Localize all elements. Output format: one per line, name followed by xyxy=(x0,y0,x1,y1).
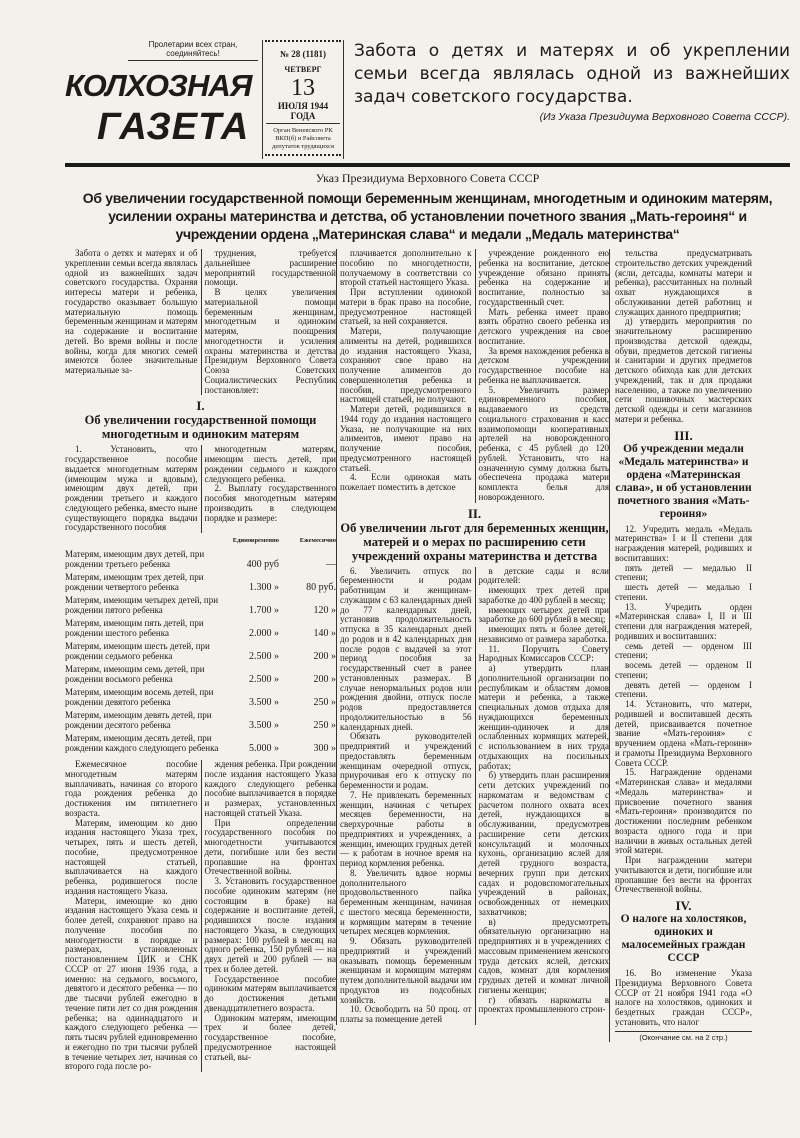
paragraph: Одиноким матерям, имеющим трех и более детей, государственное пособие, предусмотренное настоящей статьей, вы- xyxy=(204,1012,336,1062)
paragraph: шесть детей — медалью I степени. xyxy=(615,582,752,602)
table-header-once: Единовременно xyxy=(232,537,279,544)
paragraph: 14. Установить, что матери, родившей и воспитавшей десять детей, присваивается почетное звание «Мать-героиня» с вручением ордена «Мать-героиня» и грамоты Президиума Верховного Совета СССР. xyxy=(615,699,752,768)
paragraph: Мать ребенка имеет право взять обратно своего ребенка из детского учреждения на свое воспитание. xyxy=(478,306,609,346)
column-3-top xyxy=(340,249,475,503)
article-body xyxy=(65,249,752,1072)
row-label: Матерям, имеющим семь детей, при рождении восьмого ребенка xyxy=(65,664,205,685)
paragraph: г) обязать наркоматы в проектах промышленного строи- xyxy=(478,994,609,1015)
newspaper-logo-line2: ГАЗЕТА xyxy=(97,106,250,148)
logo-area xyxy=(65,40,262,149)
ornament-divider xyxy=(265,154,341,157)
column-2-intro xyxy=(201,249,337,395)
column-4-top xyxy=(475,249,610,503)
paragraph: а) утвердить план дополнительной организации по республикам и областям домов матери и ребенка, а также специальных домов отдыха для нуждающихся беременных женщин-одиночек и для ослабленных кормящих матерей, с использованием в них труда отдыхающих на посильных работах; xyxy=(478,663,609,771)
one-time-amount: 3.500 » xyxy=(249,720,279,732)
section-2-heading xyxy=(340,507,609,563)
one-time-amount: 2.000 » xyxy=(249,628,279,640)
paragraph: пять детей — медалью II степени; xyxy=(615,562,752,583)
row-label: Матерям, имеющим пять детей, при рождении шестого ребенка xyxy=(65,618,204,639)
one-time-amount: 1.700 » xyxy=(249,605,279,617)
column-3-bottom xyxy=(340,567,475,1025)
row-label: Матерям, имеющим четырех детей, при рождении пятого ребенка xyxy=(65,595,219,616)
paragraph: 8. Увеличить вдвое нормы дополнительного продовольственного пайка беременным женщинам, начиная с шестого месяца беременности, и кормящим матерям в течение четырех месяцев кормления. xyxy=(340,867,472,937)
middle-block xyxy=(336,249,609,1025)
paragraph: многодетным матерям, имеющим шесть детей, при рождении седьмого и каждого следующего ребенка. xyxy=(204,444,336,484)
column-5-mid xyxy=(615,525,752,896)
monthly-amount: 250 » xyxy=(313,697,336,709)
paragraph: За время нахождения ребенка в детском учреждении государственное пособие на ребенка не выплачивается. xyxy=(478,345,609,385)
paragraph: Матери, получающие алименты на детей, родившихся до издания настоящего Указа, сохраняют свое право на получение алиментов до совершеннолетия ребенка и пособия, предусмотренного настоящей статьей, не получают. xyxy=(340,326,472,405)
table-header-monthly: Ежемесячно xyxy=(299,537,336,544)
paragraph: Матери, имеющие ко дню издания настоящего Указа семь и более детей, сохраняют право на получение пособия по многодетности в порядке и размерах, установленных постановлением ЦИК и СНК СССР от 27 июня 1936 года, а именно: на седьмого, восьмого, девятого и десятого ребенка — по две тысячи рублей ежегодно в течение пяти лет со дня рождения ребенка; на одиннадцатого и каждого следующего ребенка — пять тысяч рублей единовременно и ежегодно по три тысячи рублей в течение четырех лет, начиная со второго года после ро- xyxy=(65,895,198,1072)
paragraph: Обязать руководителей предприятий и учреждений предоставлять беременным женщинам очередной отпуск, приурочивая его к отпуску по беременности и родам. xyxy=(340,731,472,790)
headline-line: усилении охраны материнства и детства, об установлении почетного звания „Мать-героиня“ и xyxy=(108,208,747,224)
monthly-amount: 200 » xyxy=(313,651,336,663)
row-label: Матерям, имеющим восемь детей, при рождении девятого ребенка xyxy=(65,687,214,708)
monthly-amount: 250 » xyxy=(313,720,336,732)
section-number: III. xyxy=(674,427,693,443)
table-row xyxy=(65,572,336,593)
table-row xyxy=(65,641,336,662)
row-label: Матерям, имеющим десять детей, при рождении каждого следующего ребенка xyxy=(65,733,219,754)
paragraph: Матерям, имеющим ко дню издания настоящего Указа трех, четырех, пять и шесть детей, пособие, предусмотренное настоящей статьей, выплачивается на каждого ребенка, родившегося после издания настоящего Указа. xyxy=(65,817,198,896)
column-2-bottom xyxy=(201,760,337,1072)
row-label: Матерям, имеющим девять детей, при рождении десятого ребенка xyxy=(65,710,212,731)
paragraph: 13. Учредить орден «Материнская слава» I, II и III степени для награждения матерей, родивших и воспитавших: xyxy=(615,601,752,641)
ornament-divider xyxy=(265,40,341,43)
monthly-amount: — xyxy=(326,559,336,571)
monthly-amount: 120 » xyxy=(313,605,336,617)
section-title: Об увеличении льгот для беременных женщин, матерей и о мерах по расширению сети учреждений охраны материнства и детства xyxy=(340,520,609,563)
paragraph: 5. Увеличить размер единовременного пособия, выдаваемого из средств социального страхования и касс взаимопомощи кооперативных артелей на новорожденного ребенка, с 45 рублей до 120 рублей. Установить, что на означенную сумму должна быть обеспечена продажа матери комплекта белья для новорожденного. xyxy=(478,384,609,502)
monthly-amount: 140 » xyxy=(313,628,336,640)
paragraph: тельства предусматривать строительство детских учреждений (ясли, детсады, комнаты матери и ребенка), рассчитанных на полный охват нуждающихся в обслуживании детей работниц и служащих данного предприятия; xyxy=(615,248,752,317)
left-block xyxy=(65,249,336,1072)
right-column xyxy=(609,249,752,1042)
one-time-amount: 400 руб xyxy=(246,559,279,571)
row-label: Матерям, имеющим двух детей, при рождении третьего ребенка xyxy=(65,549,205,570)
headline-line: Об увеличении государственной помощи беременным женщинам, многодетным и одиноким матерям, xyxy=(82,190,773,206)
one-time-amount: 2.500 » xyxy=(249,674,279,686)
paragraph: Государственное пособие одиноким матерям выплачивается до достижения детьми двенадцатилетнего возраста. xyxy=(204,973,336,1013)
paragraph: Матери детей, родившихся в 1944 году до издания настоящего Указа, не получающие на них алиментов, имеют право на получение пособия, предусмотренного настоящей статьей. xyxy=(340,404,472,473)
table-row xyxy=(65,618,336,639)
paragraph: В целях увеличения материальной помощи беременным женщинам, многодетным и одиноким матерям, поощрения многодетности и усиления охраны материнства и детства Президиум Верховного Совета Союза Советских Социалистических Республик постановляет: xyxy=(204,287,336,395)
issue-day: 13 xyxy=(291,75,315,101)
paragraph: плачивается дополнительно к пособию по многодетности, получаемому в соответствии со второй статьей настоящего Указа. xyxy=(340,248,472,288)
article-headline xyxy=(65,189,790,243)
paragraph: Забота о детях и матерях и об укреплении семьи всегда являлась одной из важнейших задач советского государства. Охраняя интересы матери и ребенка, государство оказывает большую материальную помощь беременным женщинам и матерям на содержание и воспитание детей. Во время войны и после войны, когда для многих семей имеются более значительные материальные за- xyxy=(65,248,198,375)
one-time-amount: 3.500 » xyxy=(249,697,279,709)
paragraph: 10. Освободить на 50 проц. от платы за помещение детей xyxy=(340,1004,472,1024)
column-1-intro xyxy=(65,249,201,395)
one-time-amount: 5.000 » xyxy=(249,743,279,755)
column-4-bottom xyxy=(475,567,610,1025)
section-4-heading xyxy=(615,899,752,965)
section-number: II. xyxy=(467,505,482,521)
column-5-top xyxy=(615,249,752,425)
article-kicker: Указ Президиума Верховного Совета СССР xyxy=(315,171,540,185)
paragraph: труднения, требуется дальнейшее расширение мероприятий государственной помощи. xyxy=(204,248,336,288)
issue-weekday: ЧЕТВЕРГ xyxy=(284,65,322,74)
paragraph: в) предусмотреть обязательную организацию на предприятиях и в учреждениях с массовым применением женского труда детских яслей, детских садов, комнат для кормления грудных детей и комнат личной гигиены женщин; xyxy=(478,916,609,995)
table-row xyxy=(65,549,336,570)
paragraph: 11. Поручить Совету Народных Комиссаров СССР: xyxy=(478,643,609,664)
table-row xyxy=(65,687,336,708)
one-time-amount: 2.500 » xyxy=(249,651,279,663)
issue-number: № 28 (1181) xyxy=(279,49,327,59)
column-1-article-1 xyxy=(65,445,201,533)
paragraph: 6. Увеличить отпуск по беременности и родам работницам и женщинам-служащим с 63 календарных дней до 77 календарных дней, установив продолжительность отпуска в 35 календарных дней до родов и в 42 календарных дня после родов с выдачей за этот период пособия за государственный счет в ранее установленных размерах. В случае ненормальных родов или рождения двойни, отпуск после родов предоставляется продолжительностью в 56 календарных дней. xyxy=(340,565,472,732)
paragraph: учреждение рожденного ею ребенка на воспитание, детское учреждение обязано принять ребенка на содержание и воспитание, полностью за государственный счет. xyxy=(478,248,609,307)
quote-area xyxy=(344,40,790,123)
paragraph: При вступлении одинокой матери в брак право на пособие, предусмотренное настоящей статьей, за ней сохраняется. xyxy=(340,287,472,327)
section-number: I. xyxy=(196,398,205,414)
section-3-heading xyxy=(615,429,752,521)
paragraph: имеющих трех детей при заработке до 400 рублей в месяц; xyxy=(478,585,609,605)
masthead-quote: Забота о детях и матерях и об укреплении семьи всегда являлась одной из важнейших задач советского государства. xyxy=(354,41,790,107)
section-title: О налоге на холостяков, одиноких и малосемейных граждан СССР xyxy=(620,913,747,964)
masthead-rule xyxy=(65,163,790,167)
row-label: Матерям, имеющим шесть детей, при рождении седьмого ребенка xyxy=(65,641,210,662)
section-number: IV. xyxy=(675,898,692,913)
section-title: Об учреждении медали «Медаль материнства» и ордена «Материнская слава», и об установлении почетного звания «Мать-героиня» xyxy=(615,442,752,520)
paragraph: 4. Если одинокая мать пожелает поместить в детское xyxy=(340,472,472,492)
paragraph: семь детей — орденом III степени; xyxy=(615,640,752,661)
quote-source: (Из Указа Президиума Верховного Совета СССР). xyxy=(539,111,790,123)
paragraph: имеющих четырех детей при заработке до 600 рублей в месяц; xyxy=(478,604,609,625)
paragraph: При награждении матери учитываются и дети, погибшие или пропавшие без вести на фронтах Отечественной войны. xyxy=(615,855,752,895)
row-label: Матерям, имеющим трех детей, при рождении четвертого ребенка xyxy=(65,572,204,593)
column-2-article-1 xyxy=(201,445,337,533)
paragraph: девять детей — орденом I степени. xyxy=(615,679,752,700)
paragraph: 3. Установить государственное пособие одиноким матерям (не состоящим в браке) на содержание и воспитание детей, родившихся после издания настоящего Указа, в следующих размерах: 100 рублей в месяц на одного ребенка, 150 рублей — на двух детей и 200 рублей — на трех и более детей. xyxy=(204,876,336,974)
table-row xyxy=(65,710,336,731)
section-title: Об увеличении государственной помощи многодетным и одиноким матерям xyxy=(84,413,317,442)
paragraph: Ежемесячное пособие многодетным матерям выплачивать, начиная со второго года рождения ребенка до достижения им пятилетнего возраста. xyxy=(65,759,198,818)
paragraph: 15. Награждение орденами «Материнская слава» и медалями «Медаль материнства» и присвоение почетного звания «Мать-героиня» производится по достижении последним ребенком возраста одного года и при наличии в живых остальных детей этой матери. xyxy=(615,767,752,856)
paragraph: имеющих пять и более детей, независимо от размера заработка. xyxy=(478,624,609,644)
table-row xyxy=(65,595,336,616)
column-5-bottom xyxy=(615,969,752,1028)
paragraph: 7. Не привлекать беременных женщин, начиная с четырех месяцев беременности, на сверхурочные работы в предприятиях и учреждениях, а женщин, имеющих грудных детей — к работам в ночное время на период кормления ребенка. xyxy=(340,789,472,868)
paragraph: восемь детей — орденом II степени; xyxy=(615,660,752,680)
party-motto: Пролетарии всех стран, соединяйтесь! xyxy=(128,40,258,61)
masthead xyxy=(65,40,790,159)
paragraph: 12. Учредить медаль «Медаль материнства» I и II степени для награждения матерей, родивших и воспитавших: xyxy=(615,523,752,563)
paragraph: д) утвердить мероприятия по значительному расширению производства детской одежды, обуви, предметов детской гигиены и санитарии и других предметов детского обихода как для детских учреждений, так и для продажи населению, а также по увеличению сети пошивочных мастерских детской одежды и сети магазинов матери и ребенка. xyxy=(615,316,752,424)
section-1-heading xyxy=(65,399,336,441)
paragraph: 2. Выплату государственного пособия многодетным матерям производить в следующем порядке и размере: xyxy=(204,483,336,523)
table-row xyxy=(65,664,336,685)
headline-line: учреждении ордена „Материнская слава“ и медали „Медаль материнства“ xyxy=(175,226,680,242)
paragraph: 9. Обязать руководителей предприятий и учреждений оказывать помощь беременным женщинам и кормящим матерям путем дополнительной выдачи им продуктов из подсобных хозяйств. xyxy=(340,936,472,1005)
column-1-bottom xyxy=(65,760,201,1072)
monthly-amount: 300 » xyxy=(313,743,336,755)
one-time-amount: 1.300 » xyxy=(249,582,279,594)
paragraph: б) утвердить план расширения сети детских учреждений по наркоматам и ведомствам с расчетом полного охвата всех детей, нуждающихся в обслуживании, предусмотрев расширение сети детских консультаций и молочных кухонь, организацию яслей для детей грудного возраста, вечерних групп при детских садах и родовспомогательных учреждений в районах, освобожденных от немецких захватчиков; xyxy=(478,770,609,917)
continued-note: (Окончание см. на 2 стр.) xyxy=(615,1031,752,1042)
table-row xyxy=(65,733,336,754)
paragraph: При определении государственного пособия по многодетности учитываются дети, погибшие или без вести пропавшие на фронтах Отечественной войны. xyxy=(204,817,336,877)
paragraph: в детские сады и ясли родителей: xyxy=(478,565,609,586)
paragraph: 1. Установить, что государственное пособие выдается многодетным матерям (имеющим мужа и вдовым), имеющим двух детей, при рождении третьего и каждого следующего ребенка, вместо ныне существующего порядка выдачи государственного пособия xyxy=(65,444,198,533)
publisher-organ: Орган Веневского РК ВКП(б) и Райсовета депутатов трудящихся xyxy=(272,127,334,150)
benefit-table xyxy=(65,537,336,756)
paragraph: ждения ребенка. При рождении после издания настоящего Указа каждого следующего ребенка пособие выплачивается в порядке и размерах, установленных настоящей статьей Указа. xyxy=(204,759,336,818)
newspaper-logo-line1: КОЛХОЗНАЯ xyxy=(65,68,252,103)
paragraph: 16. Во изменение Указа Президиума Верховного Совета СССР от 21 ноября 1941 года «О налоге на холостяков, одиноких и бездетных граждан СССР», установить, что налог xyxy=(615,968,752,1027)
issue-box xyxy=(262,40,344,159)
monthly-amount: 80 руб. xyxy=(306,582,336,594)
issue-month-year: ИЮЛЯ 1944 ГОДА xyxy=(266,101,340,124)
monthly-amount: 200 » xyxy=(313,674,336,686)
